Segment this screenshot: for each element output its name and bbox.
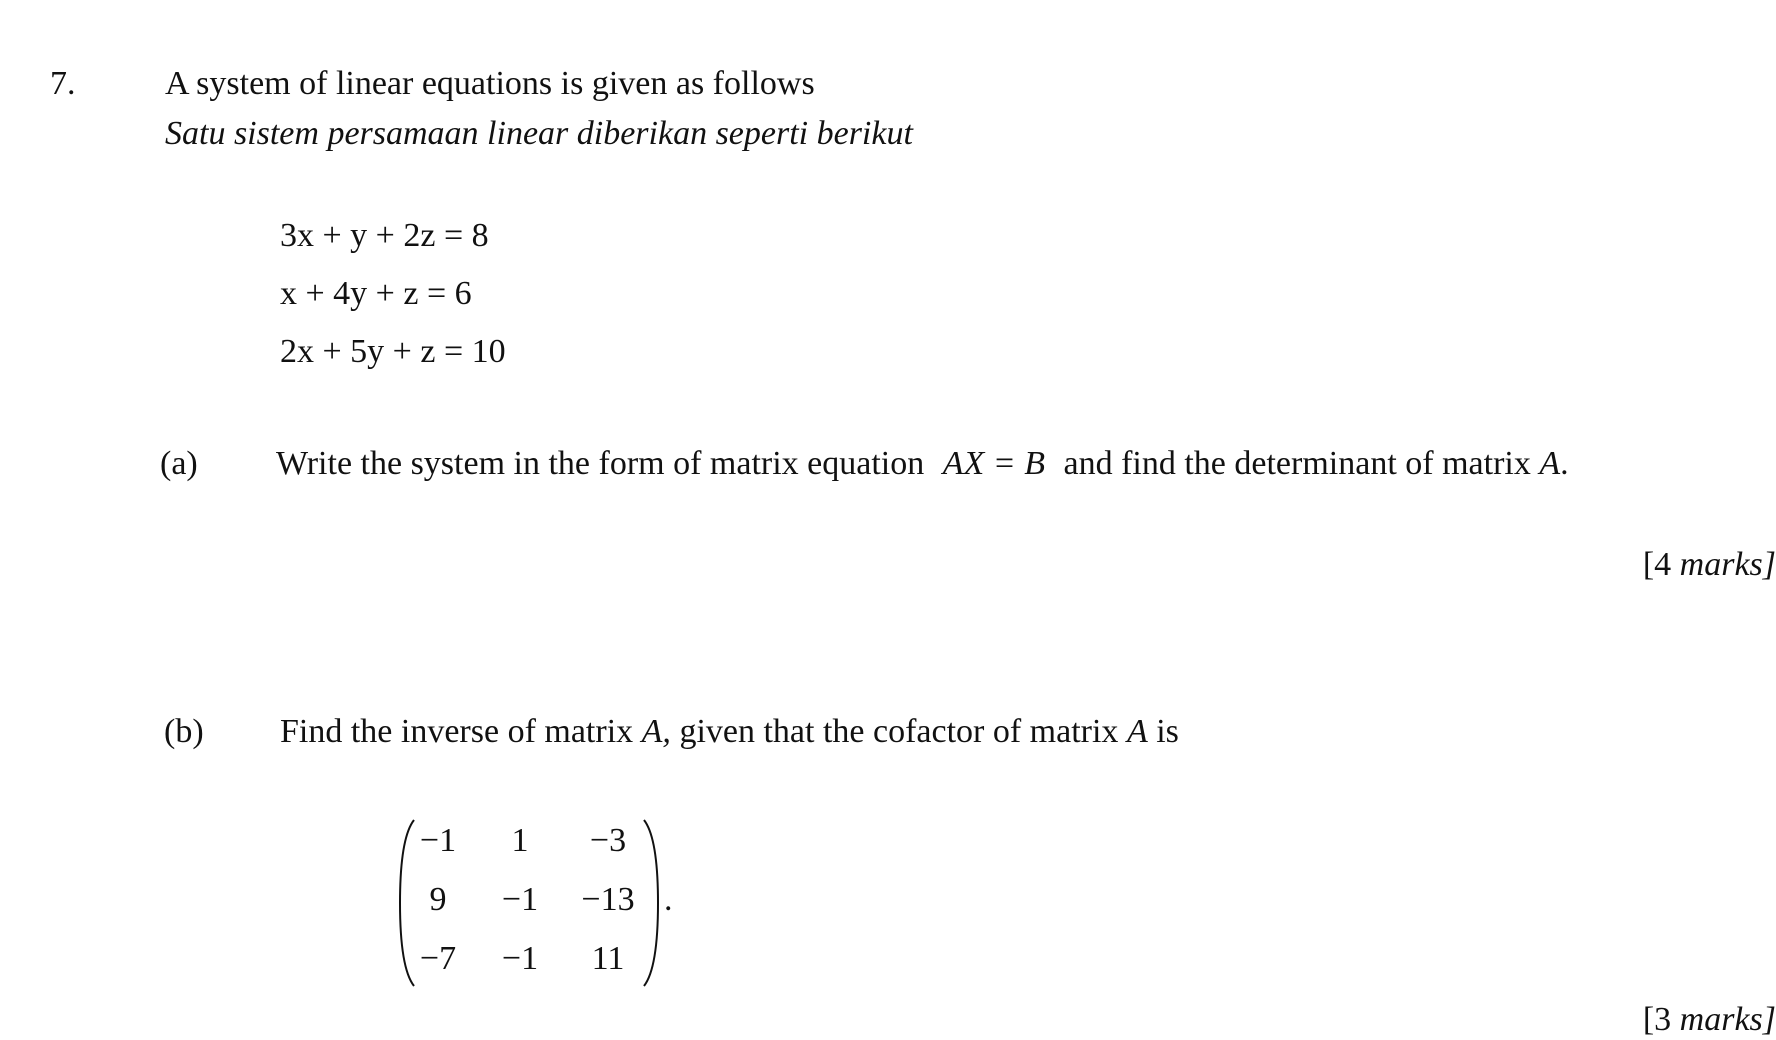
equation-1: 3x + y + 2z = 8 xyxy=(280,217,489,254)
equation-2: x + 4y + z = 6 xyxy=(280,275,472,312)
cofactor-matrix xyxy=(398,818,660,988)
part-b-label: (b) xyxy=(164,713,204,750)
matrix-cell-r2c2: −1 xyxy=(501,881,539,918)
part-a-text-after: and find the determinant of matrix xyxy=(1063,445,1531,482)
part-b-text-before: Find the inverse of matrix xyxy=(280,713,634,750)
part-a-marks-number: [4 xyxy=(1642,546,1672,583)
part-b-text-middle: given that the cofactor of matrix xyxy=(679,713,1119,750)
matrix-cell-r3c2: −1 xyxy=(501,940,539,977)
part-a-label: (a) xyxy=(160,445,198,482)
right-parenthesis xyxy=(640,818,660,988)
part-b-marks-word: marks] xyxy=(1679,1001,1776,1038)
matrix-cell-r1c1: −1 xyxy=(419,822,457,859)
matrix-cell-r3c1: −7 xyxy=(419,940,457,977)
part-a-text-before: Write the system in the form of matrix equation xyxy=(276,445,925,482)
part-b-matrix-name-2: A xyxy=(1126,713,1148,750)
question-number: 7. xyxy=(50,65,76,102)
matrix-cell-r1c2: 1 xyxy=(511,822,529,859)
matrix-cell-r3c3: 11 xyxy=(591,940,625,977)
part-a-text xyxy=(276,444,1569,484)
matrix-end-period: . xyxy=(664,881,673,918)
part-a-marks xyxy=(1643,545,1776,585)
intro-malay: Satu sistem persamaan linear diberikan seperti berikut xyxy=(165,115,913,152)
matrix-cell-r2c3: −13 xyxy=(581,881,635,918)
part-b-text-after: is xyxy=(1156,713,1179,750)
part-a-matrix-name: A xyxy=(1539,445,1561,482)
part-a-matrix-equation: AX = B xyxy=(942,445,1045,482)
intro-english: A system of linear equations is given as follows xyxy=(165,65,815,102)
equation-3: 2x + 5y + z = 10 xyxy=(280,333,506,370)
part-a-marks-word: marks] xyxy=(1679,546,1776,583)
part-b-marks-number: [3 xyxy=(1642,1001,1672,1038)
part-a-end: . xyxy=(1560,445,1569,482)
matrix-cell-r2c1: 9 xyxy=(429,881,447,918)
part-b-text xyxy=(280,712,1179,752)
matrix-cell-r1c3: −3 xyxy=(589,822,627,859)
part-b-matrix-name: A, xyxy=(641,713,671,750)
part-b-marks xyxy=(1643,1000,1776,1040)
